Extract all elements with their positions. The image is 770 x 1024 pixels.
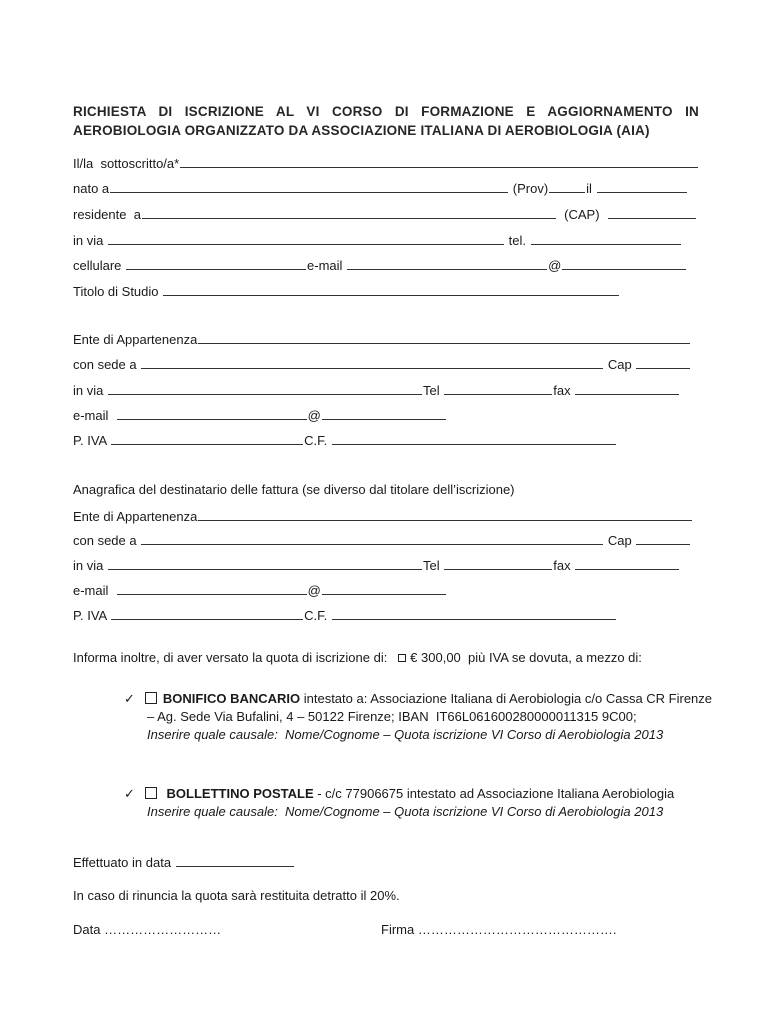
payment-amount: € 300,00 più IVA se dovuta, a mezzo di:: [410, 650, 642, 665]
cap-label: (CAP): [564, 207, 600, 222]
residente-row: [73, 206, 697, 223]
invoice-fax-field[interactable]: [575, 557, 679, 570]
bollettino-option: [124, 785, 674, 804]
ente-row: [73, 331, 691, 348]
ente-sede-field[interactable]: [141, 356, 603, 369]
ente-sede-label: con sede a: [73, 357, 137, 372]
cap-field[interactable]: [608, 206, 696, 219]
ente-email-domain-field[interactable]: [322, 407, 446, 420]
ente-sede-row: [73, 356, 691, 373]
sottoscritto-label: Il/la sottoscritto/a*: [73, 156, 180, 171]
invoice-at-sign: @: [307, 583, 321, 598]
ente-via-label: in via: [73, 383, 104, 398]
cellulare-label: cellulare: [73, 258, 122, 273]
invoice-email-label: e-mail: [73, 583, 109, 598]
email-domain-field[interactable]: [562, 257, 686, 270]
at-sign: @: [548, 258, 562, 273]
invoice-cap-label: Cap: [607, 533, 632, 548]
bonifico-option: [124, 690, 712, 709]
invoice-ente-row: [73, 508, 693, 525]
via-row: [73, 232, 682, 249]
cellulare-field[interactable]: [126, 257, 306, 270]
effettuato-row: [73, 854, 295, 871]
sottoscritto-field[interactable]: [180, 155, 698, 168]
residente-label: residente a: [73, 207, 141, 222]
ente-piva-label: P. IVA: [73, 433, 107, 448]
invoice-via-field[interactable]: [108, 557, 422, 570]
ente-tel-field[interactable]: [444, 382, 552, 395]
invoice-email-user-field[interactable]: [117, 582, 307, 595]
ente-via-field[interactable]: [108, 382, 422, 395]
ente-email-user-field[interactable]: [117, 407, 307, 420]
nato-label: nato a: [73, 181, 110, 196]
titolo-label: Titolo di Studio: [73, 284, 159, 299]
invoice-via-row: [73, 557, 680, 574]
bonifico-causale: Inserire quale causale: Nome/Cognome – Quota iscrizione VI Corso di Aerobiologia 2013: [147, 727, 664, 742]
invoice-ente-field[interactable]: [198, 508, 692, 521]
invoice-fax-label: fax: [553, 558, 571, 573]
ente-fax-field[interactable]: [575, 382, 679, 395]
ente-piva-row: [73, 432, 617, 449]
ente-tel-label: Tel: [422, 383, 440, 398]
ente-email-row: [73, 407, 447, 424]
invoice-via-label: in via: [73, 558, 104, 573]
ente-piva-field[interactable]: [111, 432, 303, 445]
residente-field[interactable]: [142, 206, 556, 219]
bonifico-line2: – Ag. Sede Via Bufalini, 4 – 50122 Firenze; IBAN IT66L061600280000011315 9C00;: [147, 709, 637, 724]
invoice-heading: Anagrafica del destinatario delle fattura (se diverso dal titolare dell’iscrizione): [73, 482, 515, 497]
ente-label: Ente di Appartenenza: [73, 332, 198, 347]
bollettino-text: - c/c 77906675 intestato ad Associazione Italiana Aerobiologia: [313, 786, 675, 801]
data-label[interactable]: Data ………………………: [73, 922, 222, 937]
email-user-field[interactable]: [347, 257, 547, 270]
bonifico-checkbox[interactable]: [145, 692, 157, 704]
ente-cap-label: Cap: [607, 357, 632, 372]
bollettino-checkbox[interactable]: [145, 787, 157, 799]
bollettino-causale: Inserire quale causale: Nome/Cognome – Quota iscrizione VI Corso di Aerobiologia 2013: [147, 804, 664, 819]
invoice-ente-label: Ente di Appartenenza: [73, 509, 198, 524]
ente-email-label: e-mail: [73, 408, 109, 423]
invoice-sede-row: [73, 532, 691, 549]
form-title: RICHIESTA DI ISCRIZIONE AL VI CORSO DI FORMAZIONE E AGGIORNAMENTO IN AEROBIOLOGIA ORGANIZZATO DA ASSOCIAZIONE ITALIANA DI AEROBIOLOGIA (AIA): [73, 104, 699, 138]
firma-label[interactable]: Firma ……………………………………….: [381, 922, 617, 937]
prov-field[interactable]: [549, 180, 585, 193]
invoice-piva-row: [73, 607, 617, 624]
email-label: e-mail: [307, 258, 343, 273]
bonifico-title: BONIFICO BANCARIO: [162, 691, 301, 706]
invoice-tel-label: Tel: [422, 558, 440, 573]
ente-via-row: [73, 382, 680, 399]
payment-intro: Informa inoltre, di aver versato la quota di iscrizione di:: [73, 650, 388, 665]
titolo-field[interactable]: [163, 283, 619, 296]
cellulare-row: [73, 257, 687, 274]
tel-field[interactable]: [531, 232, 681, 245]
invoice-sede-field[interactable]: [141, 532, 603, 545]
sottoscritto-row: [73, 155, 699, 172]
checkmark-icon: ✓: [124, 787, 135, 802]
invoice-email-domain-field[interactable]: [322, 582, 446, 595]
invoice-cf-label: C.F.: [304, 608, 328, 623]
bonifico-text: intestato a: Associazione Italiana di Aerobiologia c/o Cassa CR Firenze: [300, 691, 713, 706]
il-label: il: [586, 181, 592, 196]
invoice-piva-field[interactable]: [111, 607, 303, 620]
ente-fax-label: fax: [553, 383, 571, 398]
ente-cf-field[interactable]: [332, 432, 616, 445]
via-field[interactable]: [108, 232, 504, 245]
bollettino-title: BOLLETTINO POSTALE: [166, 786, 314, 801]
effettuato-field[interactable]: [176, 854, 294, 867]
ente-cap-field[interactable]: [636, 356, 690, 369]
invoice-email-row: [73, 582, 447, 599]
amount-checkbox[interactable]: [398, 654, 406, 662]
invoice-sede-label: con sede a: [73, 533, 137, 548]
ente-field[interactable]: [198, 331, 690, 344]
ente-at-sign: @: [307, 408, 321, 423]
invoice-tel-field[interactable]: [444, 557, 552, 570]
tel-label: tel.: [508, 233, 526, 248]
birthdate-field[interactable]: [597, 180, 687, 193]
invoice-cap-field[interactable]: [636, 532, 690, 545]
nato-row: [73, 180, 688, 197]
payment-row: [73, 650, 642, 666]
checkmark-icon: ✓: [124, 692, 135, 707]
nato-field[interactable]: [110, 180, 508, 193]
titolo-row: [73, 283, 620, 300]
via-label: in via: [73, 233, 104, 248]
ente-cf-label: C.F.: [304, 433, 328, 448]
effettuato-label: Effettuato in data: [73, 855, 172, 870]
invoice-cf-field[interactable]: [332, 607, 616, 620]
invoice-piva-label: P. IVA: [73, 608, 107, 623]
prov-label: (Prov): [512, 181, 549, 196]
rinuncia-text: In caso di rinuncia la quota sarà restituita detratto il 20%.: [73, 888, 400, 903]
